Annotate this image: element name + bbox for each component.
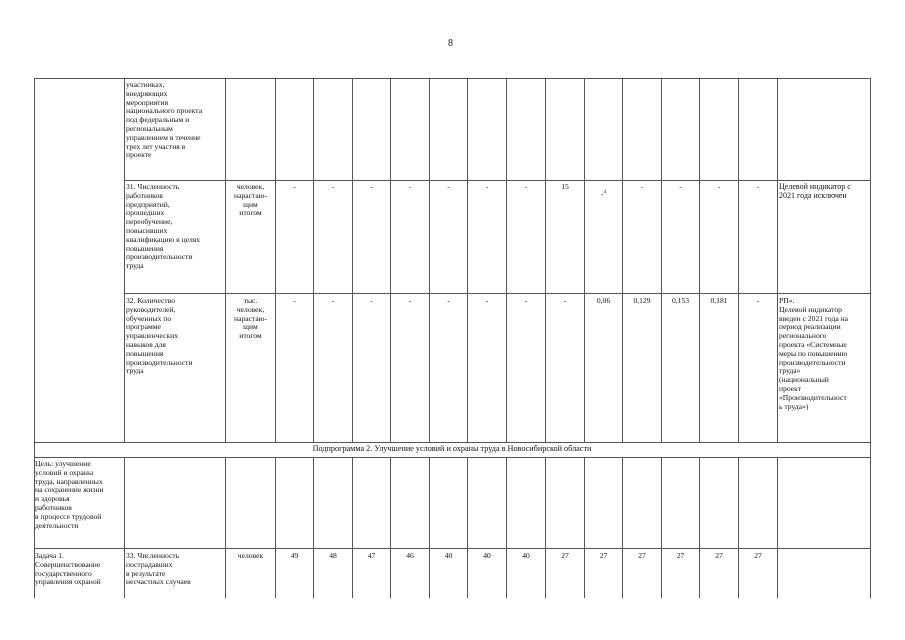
column-divider: [777, 457, 778, 598]
column-divider: [313, 78, 314, 442]
row-divider: [124, 293, 870, 294]
value-cell: -: [447, 296, 450, 305]
column-divider: [545, 78, 546, 442]
footnote-marker: 4: [603, 189, 607, 195]
column-divider: [275, 78, 276, 442]
value-cell: 46: [406, 551, 414, 560]
value-cell: -: [563, 296, 567, 305]
value-cell: -: [370, 296, 373, 305]
value-cell: 0,06: [596, 296, 611, 305]
value-cell: 49: [290, 551, 299, 560]
indicator-text: участниках, внедряющих мероприятия национального проекта под федеральным и региональным управлением в течение трех лет участия в проекте: [126, 80, 203, 160]
page-number: 8: [448, 38, 453, 49]
column-divider: [390, 78, 391, 442]
column-divider: [506, 78, 507, 442]
column-divider: [467, 78, 468, 442]
column-divider: [506, 457, 507, 598]
value-cell: -: [408, 296, 412, 305]
value-cell: 27: [715, 551, 723, 560]
value-cell: 27: [754, 551, 762, 560]
column-divider: [124, 78, 125, 442]
unit-cell: человек, нарастаю- щим итогом: [234, 182, 267, 218]
value-cell: -: [640, 182, 644, 191]
table-border-right: [870, 78, 871, 598]
column-divider: [738, 78, 739, 442]
value-cell: 0,153: [671, 296, 690, 305]
column-divider: [352, 78, 353, 442]
column-divider: [622, 78, 623, 442]
column-divider: [429, 457, 430, 598]
value-cell: 27: [638, 551, 646, 560]
value-text: -: [600, 189, 604, 199]
value-cell: 0,129: [633, 296, 651, 305]
value-cell: 40: [522, 551, 530, 560]
value-cell: -: [331, 182, 335, 191]
column-divider: [545, 457, 546, 598]
value-cell: 15: [561, 182, 569, 191]
value-cell: -: [293, 182, 296, 191]
indicator-text: 32. Количество руководителей, обученных по программе управленческих навыков для повышения производительности труда: [126, 296, 193, 376]
row-divider: [34, 457, 870, 458]
column-divider: [225, 457, 226, 598]
value-cell: -: [331, 296, 335, 305]
value-cell-with-footnote: [585, 180, 622, 199]
unit-cell: тыс. человек, нарастаю- щим итогом: [234, 296, 267, 341]
column-divider: [313, 457, 314, 598]
subprogram-title: Подпрограмма 2. Улучшение условий и охраны труда в Новосибирской области: [312, 444, 592, 453]
column-divider: [225, 78, 226, 442]
task-text: Задача 1. Совершенствование государственного управления охраной: [35, 551, 101, 587]
value-cell: -: [408, 182, 412, 191]
row-divider: [124, 180, 870, 181]
value-cell: -: [717, 182, 721, 191]
value-cell: -: [485, 182, 489, 191]
value-cell: -: [756, 296, 760, 305]
column-divider: [699, 78, 700, 442]
goal-text: Цель: улучшение условий и охраны труда, направленных на сохранение жизни и здоровья работников в процессе трудовой деятельности: [35, 459, 104, 530]
column-divider: [429, 78, 430, 442]
value-cell: -: [679, 182, 682, 191]
value-cell: -: [447, 182, 450, 191]
value-cell: 27: [676, 551, 685, 560]
column-divider: [467, 457, 468, 598]
indicator-text: 33. Численность пострадавших в результате несчастных случаев: [126, 551, 191, 587]
column-divider: [352, 457, 353, 598]
indicator-text: 31. Численность работников предприятий, прошедших переобучение, повысивших квалификацию в целях повышения производительности труда: [126, 182, 201, 271]
column-divider: [584, 457, 585, 598]
table-border-top: [34, 78, 870, 79]
value-cell: 0,181: [710, 296, 728, 305]
column-divider: [699, 457, 700, 598]
value-cell: 27: [561, 551, 569, 560]
value-cell: -: [756, 182, 760, 191]
column-divider: [124, 457, 125, 598]
column-divider: [738, 457, 739, 598]
column-divider: [661, 78, 662, 442]
value-cell: 40: [444, 551, 453, 560]
column-divider: [661, 457, 662, 598]
value-cell: -: [524, 296, 528, 305]
column-divider: [390, 457, 391, 598]
value-cell: -: [370, 182, 373, 191]
value-cell: 40: [483, 551, 491, 560]
value-cell: -: [293, 296, 296, 305]
value-cell: 27: [599, 551, 608, 560]
column-divider: [275, 457, 276, 598]
unit-cell: человек: [237, 551, 264, 560]
value-cell: -: [524, 182, 528, 191]
row-divider: [34, 442, 870, 443]
column-divider: [622, 457, 623, 598]
column-divider: [584, 78, 585, 442]
note-text: РП». Целевой индикатор введен с 2021 года на период реализации регионального проекта «Системные меры по повышению производительности труда» (национальный проект «Производительност ь труда»): [779, 296, 849, 411]
row-divider: [34, 548, 870, 549]
column-divider: [777, 78, 778, 442]
value-cell: 47: [367, 551, 376, 560]
value-cell: -: [485, 296, 489, 305]
note-text: Целевой индикатор с 2021 года исключен: [779, 182, 851, 200]
value-cell: 48: [329, 551, 337, 560]
